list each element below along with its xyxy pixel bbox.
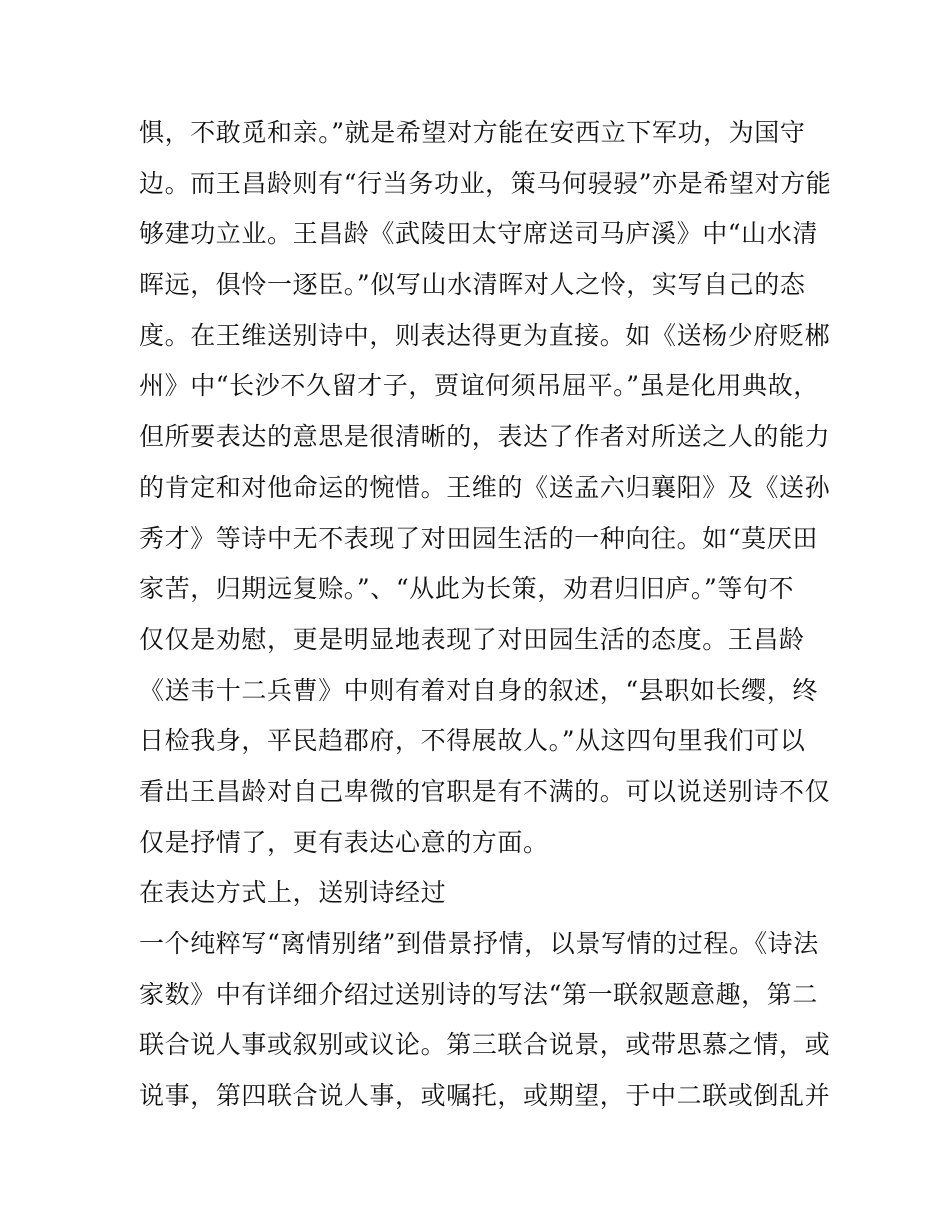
- body-text: [139, 108, 832, 1122]
- text-line: 家数》中有详细介绍过送别诗的写法“第一联叙题意趣，第二: [139, 979, 818, 1009]
- text-line: 日检我身，平民趋郡府，不得展故人。”从这四句里我们可以: [139, 726, 806, 756]
- text-line: 说事，第四联合说人事，或嘱托，或期望，于中二联或倒乱并: [139, 1081, 831, 1111]
- text-line: 度。在王维送别诗中，则表达得更为直接。如《送杨少府贬郴: [139, 320, 831, 350]
- text-line: 仅是抒情了，更有表达心意的方面。: [139, 827, 549, 857]
- text-line: 州》中“长沙不久留才子，贾谊何须吊屈平。”虽是化用典故，: [139, 371, 819, 401]
- text-line: 晖远，俱怜一逐臣。”似写山水清晖对人之怜，实写自己的态: [139, 270, 806, 300]
- text-line: 仅仅是劝慰，更是明显地表现了对田园生活的态度。王昌龄: [139, 624, 805, 654]
- text-line: 看出王昌龄对自己卑微的官职是有不满的。可以说送别诗不仅: [139, 776, 831, 806]
- text-line: 的肯定和对他命运的惋惜。王维的《送孟六归襄阳》及《送孙: [139, 472, 831, 502]
- text-line: 在表达方式上，送别诗经过: [139, 878, 447, 908]
- text-line: 惧，不敢觅和亲。”就是希望对方能在安西立下军功，为国守: [139, 118, 806, 147]
- text-line: 家苦，归期远复赊。”、“从此为长策，劝君归旧庐。”等句不: [139, 574, 795, 604]
- text-line: 够建功立业。王昌龄《武陵田太守席送司马庐溪》中“山水清: [139, 219, 818, 249]
- text-line: 《送韦十二兵曹》中则有着对自身的叙述，“县职如长缨，终: [139, 675, 818, 705]
- text-line: 但所要表达的意思是很清晰的，表达了作者对所送之人的能力: [139, 422, 831, 452]
- text-line: 联合说人事或叙别或议论。第三联合说景，或带思慕之情，或: [139, 1030, 831, 1060]
- text-line: 一个纯粹写“离情别绪”到借景抒情，以景写情的过程。《诗法: [139, 929, 819, 958]
- text-line: 边。而王昌龄则有“行当务功业，策马何骎骎”亦是希望对方能: [139, 168, 832, 198]
- text-line: 秀才》等诗中无不表现了对田园生活的一种向往。如“莫厌田: [139, 523, 818, 553]
